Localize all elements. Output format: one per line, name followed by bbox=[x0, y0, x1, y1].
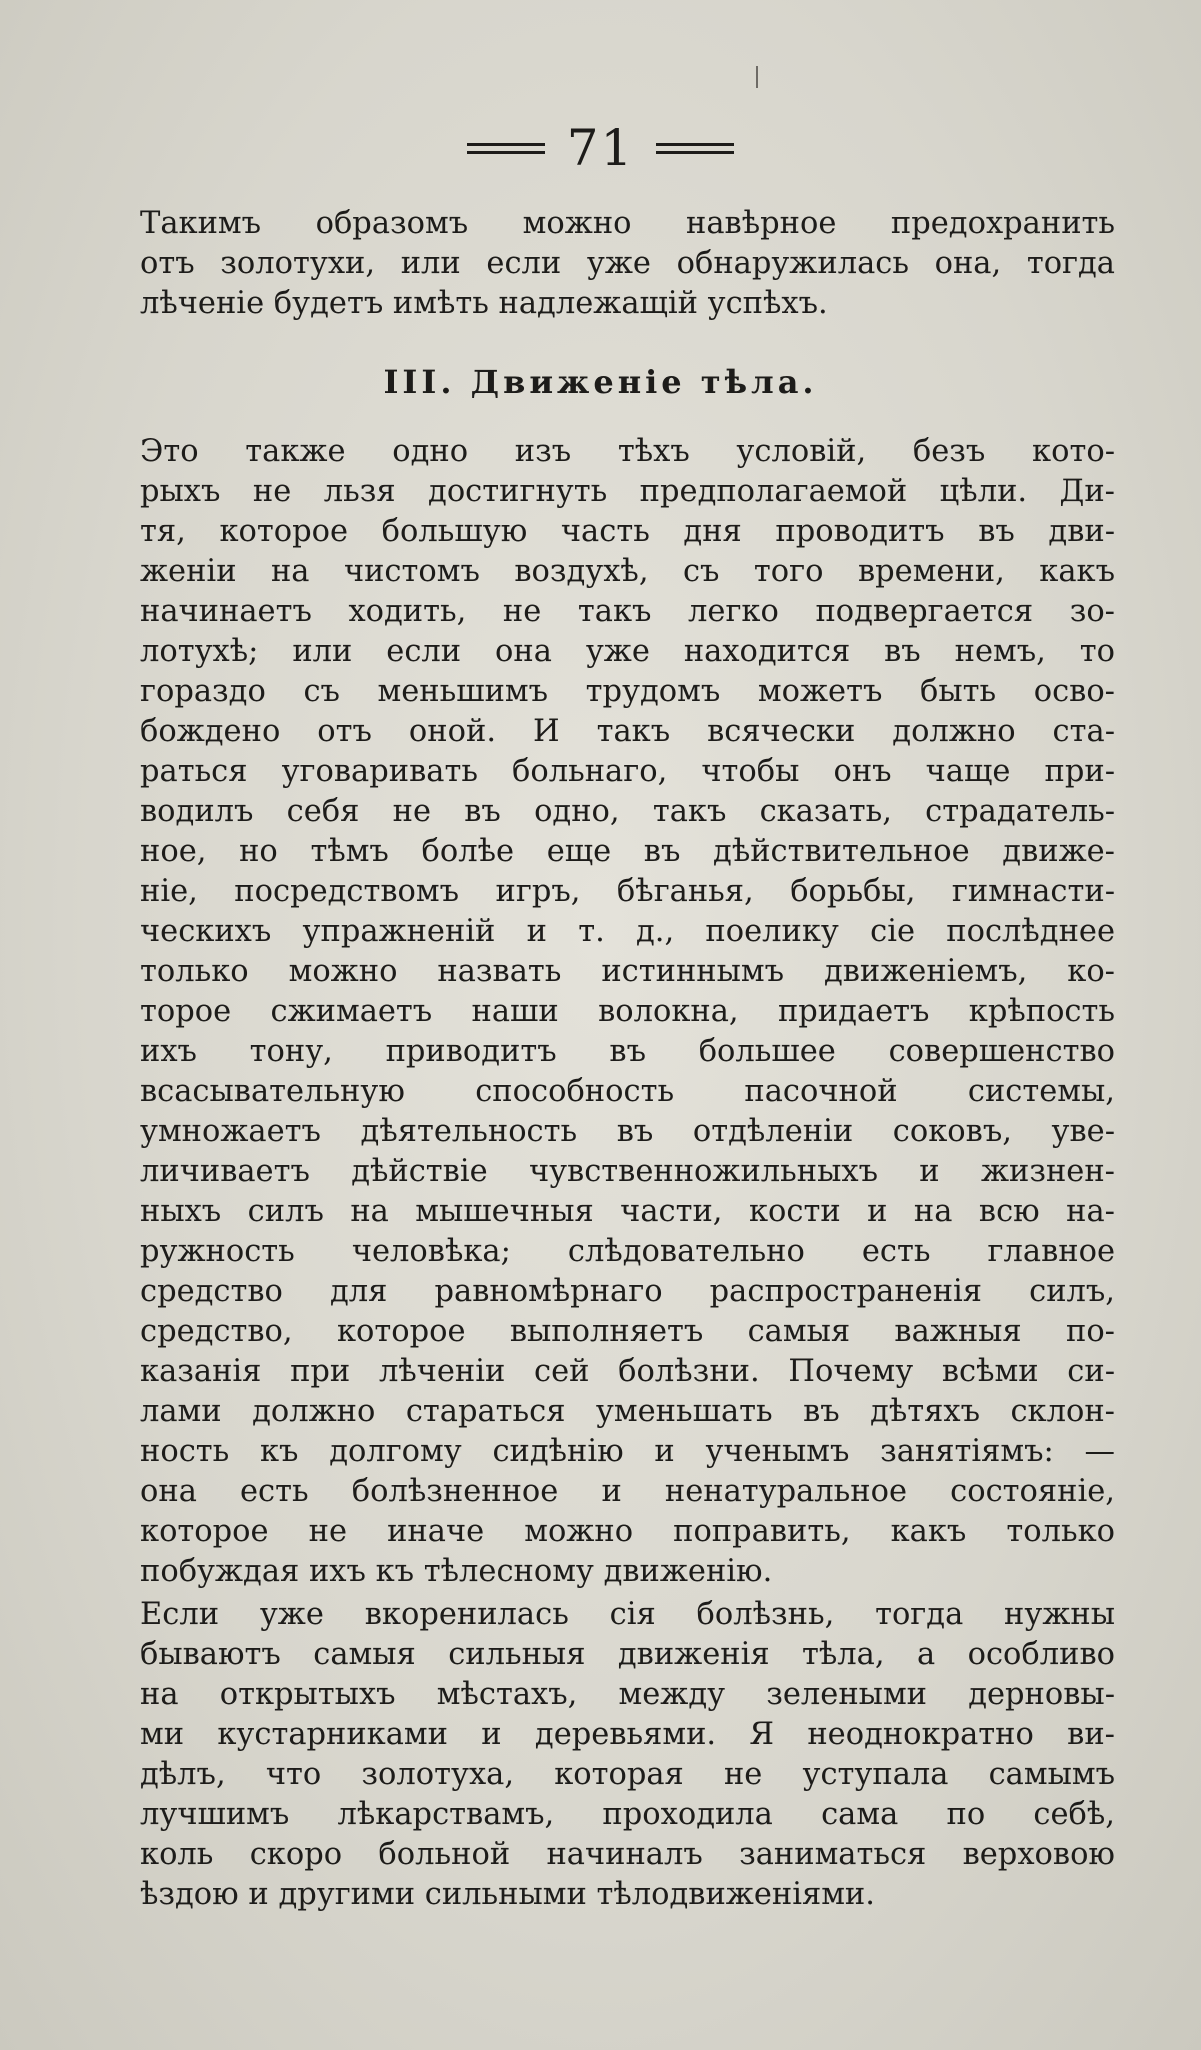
text-line: Такимъ образомъ можно навѣрное предохранить bbox=[140, 206, 1115, 241]
text-line: средство, которое выполняетъ самыя важныя по- bbox=[140, 1314, 1115, 1349]
text-line: на открытыхъ мѣстахъ, между зелеными дерновы- bbox=[140, 1677, 1115, 1712]
text-line: коль скоро больной начиналъ заниматься верховою bbox=[140, 1837, 1115, 1872]
text-line: ность къ долгому сидѣнію и ученымъ занятіямъ: — bbox=[140, 1434, 1115, 1469]
text-line: отъ золотухи, или если уже обнаружилась она, тогда bbox=[140, 246, 1115, 281]
text-line: побуждая ихъ къ тѣлесному движенію. bbox=[140, 1554, 773, 1589]
text-line: бываютъ самыя сильныя движенія тѣла, а особливо bbox=[140, 1637, 1115, 1672]
text-line: Если уже вкоренилась сія болѣзнь, тогда нужны bbox=[140, 1597, 1115, 1632]
text-line: она есть болѣзненное и ненатуральное состояніе, bbox=[140, 1474, 1115, 1509]
text-line: водилъ себя не въ одно, такъ сказать, страдатель- bbox=[140, 794, 1115, 829]
scan-mark bbox=[756, 66, 758, 88]
text-line: личиваетъ дѣйствіе чувственножильныхъ и жизнен- bbox=[140, 1154, 1115, 1189]
text-line: ми кустарниками и деревьями. Я неоднократно ви- bbox=[140, 1717, 1115, 1752]
text-line: средство для равномѣрнаго распространенія силъ, bbox=[140, 1274, 1115, 1309]
text-line: ніе, посредствомъ игръ, бѣганья, борьбы, гимнасти- bbox=[140, 874, 1115, 909]
text-line: ѣздою и другими сильными тѣлодвиженіями. bbox=[140, 1877, 875, 1912]
text-line: рыхъ не льзя достигнуть предполагаемой цѣли. Ди- bbox=[140, 474, 1115, 509]
text-line: ружность человѣка; слѣдовательно есть главное bbox=[140, 1234, 1115, 1269]
text-line: которое не иначе можно поправить, какъ только bbox=[140, 1514, 1115, 1549]
header-rule-right bbox=[656, 143, 734, 154]
text-line: тя, которое большую часть дня проводитъ въ дви- bbox=[140, 514, 1115, 549]
text-line: лотухѣ; или если она уже находится въ немъ, то bbox=[140, 634, 1115, 669]
text-line: ныхъ силъ на мышечныя части, кости и на всю на- bbox=[140, 1194, 1115, 1229]
text-line: лучшимъ лѣкарствамъ, проходила сама по себѣ, bbox=[140, 1797, 1115, 1832]
paragraph-2 bbox=[140, 432, 1115, 1592]
text-line: только можно назвать истиннымъ движеніемъ, ко- bbox=[140, 954, 1115, 989]
text-line: дѣлъ, что золотуха, которая не уступала самымъ bbox=[140, 1757, 1115, 1792]
text-line: умножаетъ дѣятельность въ отдѣленіи соковъ, уве- bbox=[140, 1114, 1115, 1149]
text-line: начинаетъ ходить, не такъ легко подвергается зо- bbox=[140, 594, 1115, 629]
text-line: всасывательную способность пасочной системы, bbox=[140, 1074, 1115, 1109]
text-line: лами должно стараться уменьшать въ дѣтяхъ склон- bbox=[140, 1394, 1115, 1429]
text-line: ное, но тѣмъ болѣе еще въ дѣйствительное движе- bbox=[140, 834, 1115, 869]
text-line: женіи на чистомъ воздухѣ, съ того времени, какъ bbox=[140, 554, 1115, 589]
text-line: гораздо съ меньшимъ трудомъ можетъ быть осво- bbox=[140, 674, 1115, 709]
text-line: торое сжимаетъ наши волокна, придаетъ крѣпость bbox=[140, 994, 1115, 1029]
paragraph-3 bbox=[140, 1595, 1115, 1915]
text-line: лѣченіе будетъ имѣть надлежащій успѣхъ. bbox=[140, 286, 828, 321]
paragraph-1 bbox=[140, 204, 1115, 324]
text-line: бождено отъ оной. И такъ всячески должно ста- bbox=[140, 714, 1115, 749]
text-line: ихъ тону, приводитъ въ большее совершенство bbox=[140, 1034, 1115, 1069]
page-number: 71 bbox=[566, 119, 635, 177]
header-rule-left bbox=[467, 143, 545, 154]
text-line: казанія при лѣченіи сей болѣзни. Почему всѣми си- bbox=[140, 1354, 1115, 1389]
page-header bbox=[0, 118, 1201, 178]
section-heading: III. Движеніе тѣла. bbox=[383, 363, 818, 401]
text-line: раться уговаривать больнаго, чтобы онъ чаще при- bbox=[140, 754, 1115, 789]
text-line: ческихъ упражненій и т. д., поелику сіе послѣднее bbox=[140, 914, 1115, 949]
text-line: Это также одно изъ тѣхъ условій, безъ кото- bbox=[140, 434, 1115, 469]
